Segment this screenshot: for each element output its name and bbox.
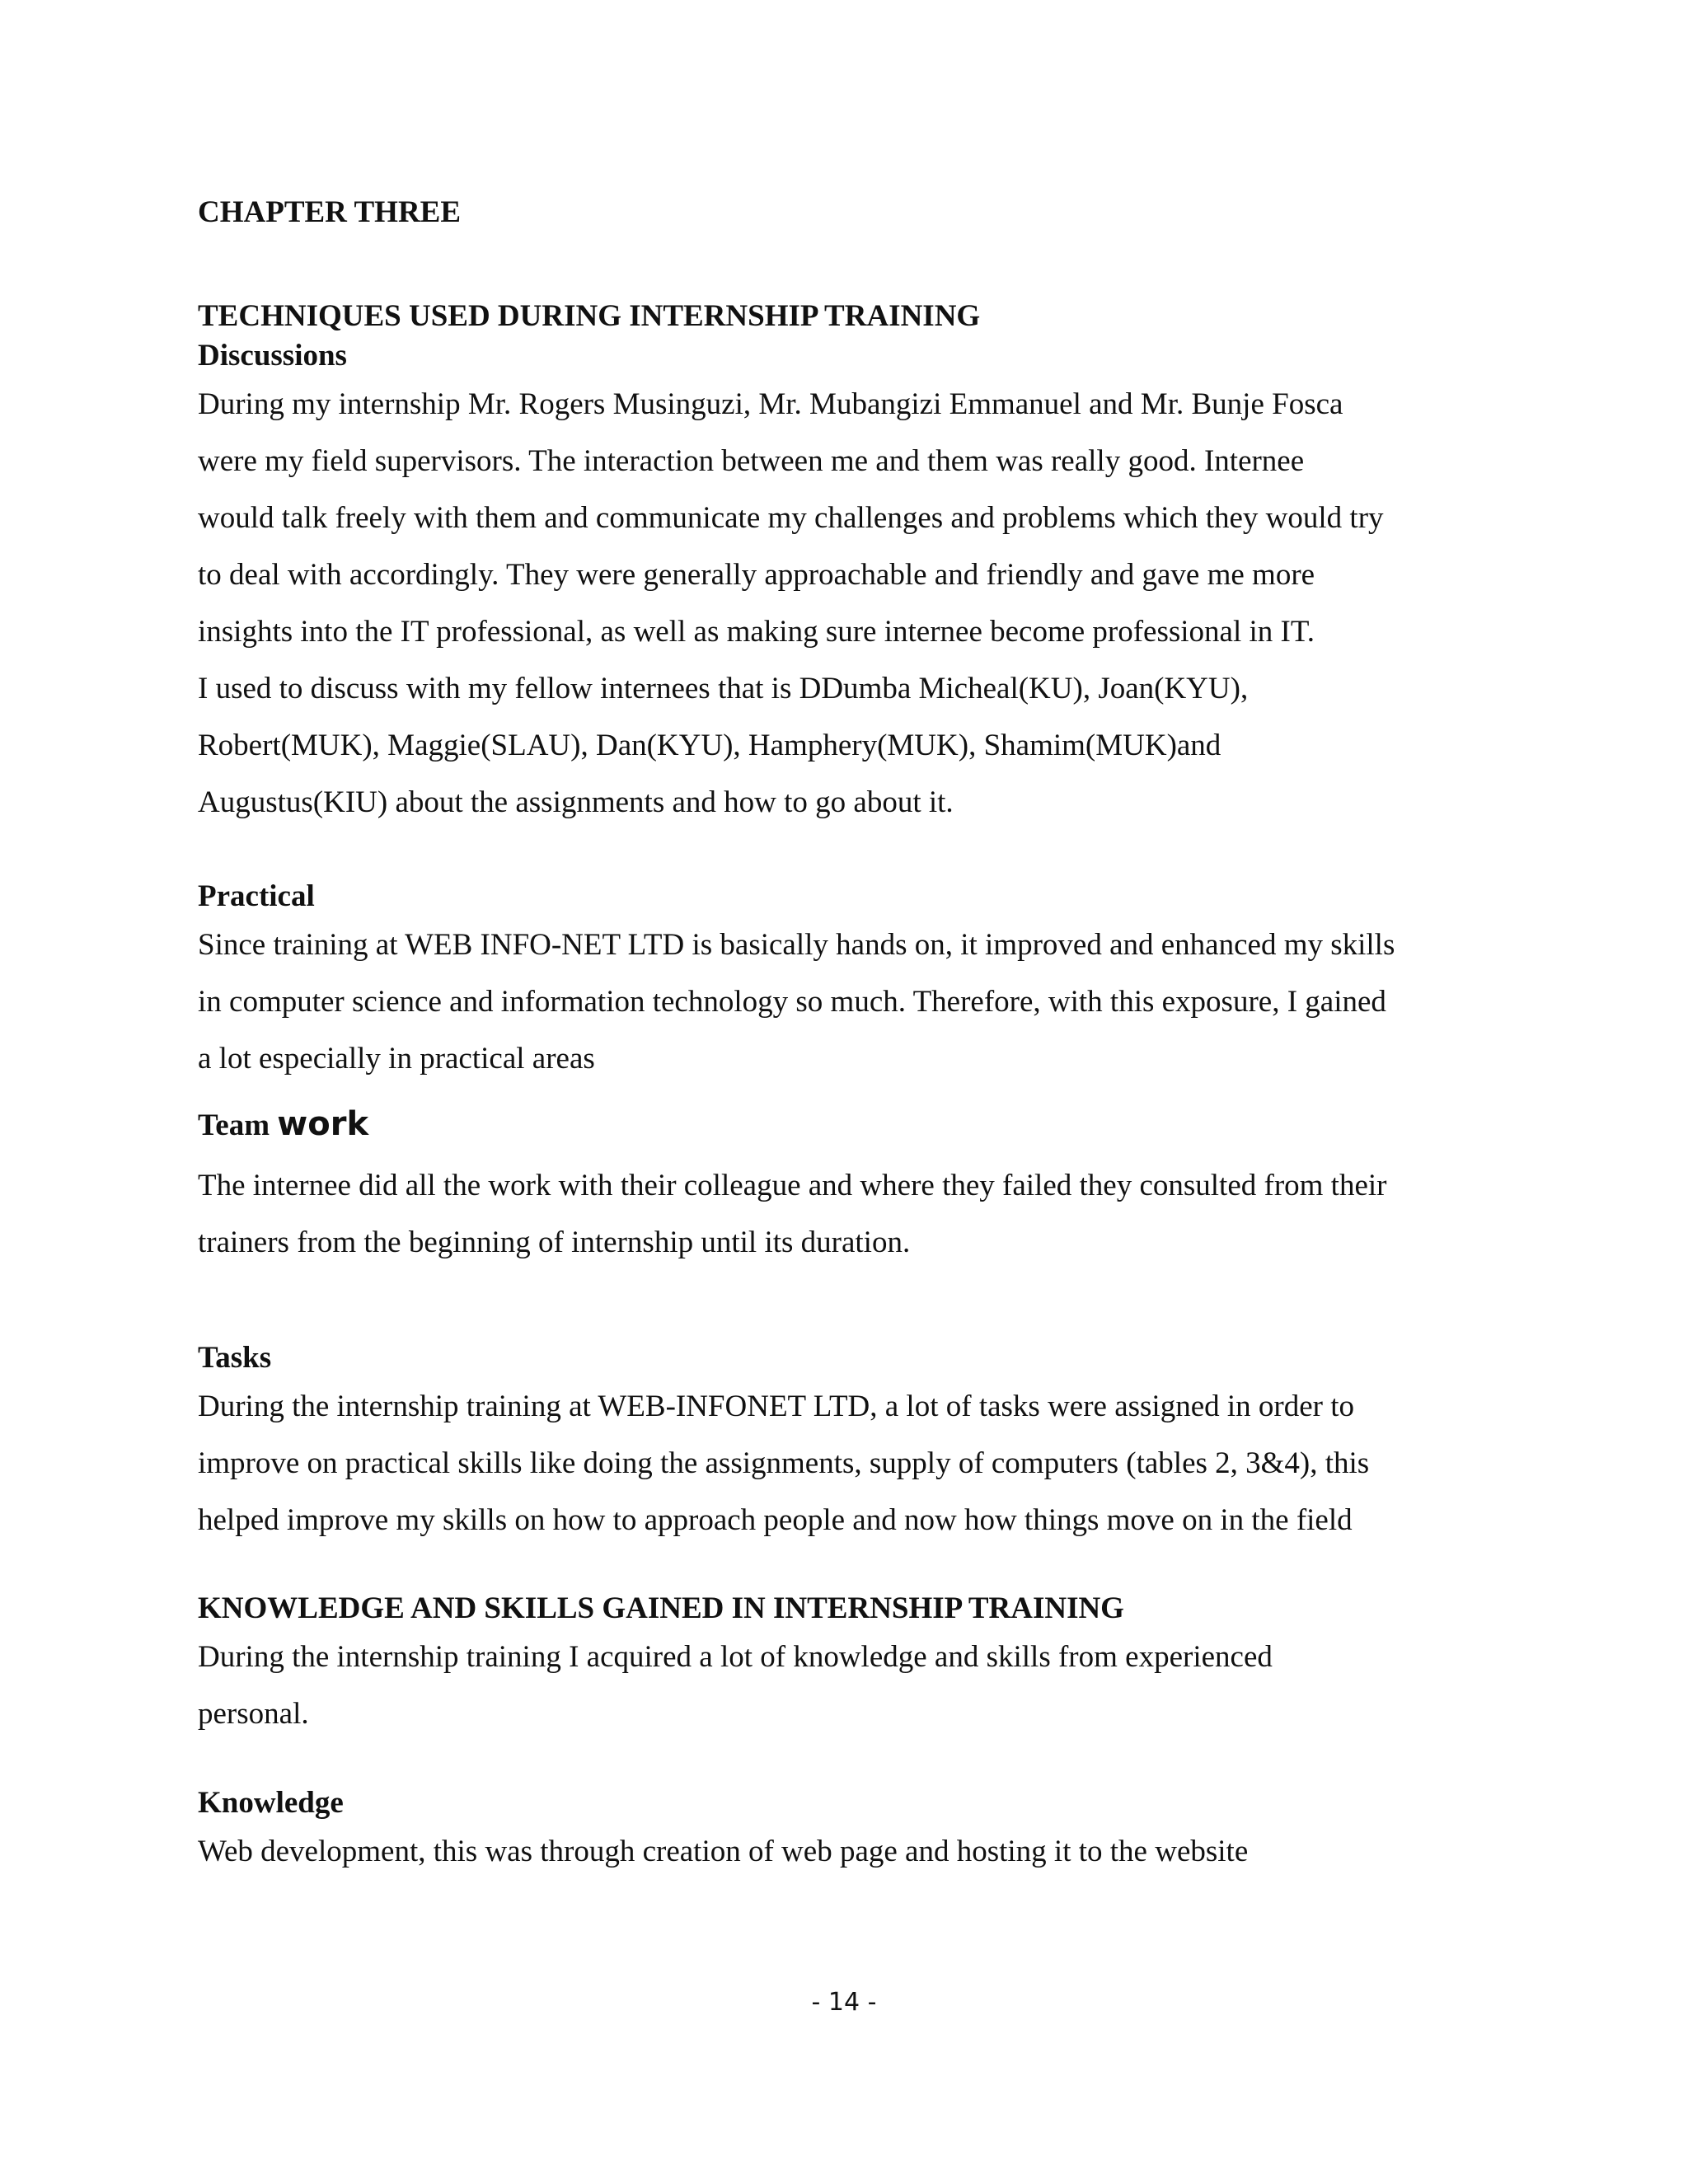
paragraph-line: personal. [198, 1697, 309, 1731]
practical-paragraph [198, 916, 1484, 1087]
paragraph-line: During the internship training I acquired a lot of knowledge and skills from experienced [198, 1640, 1273, 1674]
section-title-block [198, 297, 1484, 336]
knowledge-paragraph [198, 1823, 1484, 1880]
paragraph-line: trainers from the beginning of internship until its duration. [198, 1226, 911, 1259]
paragraph-line: would talk freely with them and communicate my challenges and problems which they would try [198, 501, 1384, 535]
chapter-title-block [198, 193, 1484, 232]
paragraph-line: Robert(MUK), Maggie(SLAU), Dan(KYU), Hamphery(MUK), Shamim(MUK)and [198, 729, 1221, 762]
tasks-section [198, 1338, 1484, 1549]
paragraph-line: During my internship Mr. Rogers Musinguzi, Mr. Mubangizi Emmanuel and Mr. Bunje Fosca [198, 387, 1343, 421]
paragraph-line: a lot especially in practical areas [198, 1042, 595, 1076]
paragraph-line: The internee did all the work with their colleague and where they failed they consulted from their [198, 1169, 1387, 1202]
team-work-heading-part: Team [198, 1108, 278, 1142]
team-work-section [198, 1104, 1484, 1271]
knowledge-skills-paragraph [198, 1629, 1484, 1742]
paragraph-line: to deal with accordingly. They were generally approachable and friendly and gave me more [198, 558, 1315, 592]
chapter-title: CHAPTER THREE [198, 195, 462, 229]
section-title: TECHNIQUES USED DURING INTERNSHIP TRAINING [198, 299, 981, 333]
knowledge-skills-section [198, 1589, 1484, 1742]
discussions-heading: Discussions [198, 339, 347, 373]
paragraph-line: helped improve my skills on how to approach people and now how things move on in the field [198, 1503, 1353, 1537]
practical-heading: Practical [198, 879, 315, 913]
tasks-paragraph [198, 1378, 1484, 1549]
paragraph-line: Augustus(KIU) about the assignments and how to go about it. [198, 785, 954, 819]
paragraph-line: improve on practical skills like doing the assignments, supply of computers (tables 2, 3&4), this [198, 1446, 1370, 1480]
team-work-heading [198, 1104, 1484, 1146]
paragraph-line: I used to discuss with my fellow internees that is DDumba Micheal(KU), Joan(KYU), [198, 672, 1249, 705]
paragraph-line: in computer science and information technology so much. Therefore, with this exposure, I gained [198, 985, 1386, 1019]
practical-section [198, 877, 1484, 1087]
discussions-paragraph [198, 376, 1484, 831]
knowledge-section [198, 1783, 1484, 1880]
paragraph-line: insights into the IT professional, as well as making sure internee become professional in IT. [198, 615, 1315, 649]
paragraph-line: Since training at WEB INFO-NET LTD is basically hands on, it improved and enhanced my skills [198, 928, 1395, 962]
discussions-section [198, 336, 1484, 831]
tasks-heading: Tasks [198, 1341, 272, 1375]
team-work-paragraph [198, 1157, 1484, 1271]
knowledge-skills-heading: KNOWLEDGE AND SKILLS GAINED IN INTERNSHIP TRAINING [198, 1591, 1124, 1625]
paragraph-line: During the internship training at WEB-INFONET LTD, a lot of tasks were assigned in order to [198, 1390, 1355, 1423]
team-work-heading-part: work [277, 1105, 369, 1143]
knowledge-heading: Knowledge [198, 1786, 344, 1820]
paragraph-line: Web development, this was through creation of web page and hosting it to the website [198, 1835, 1249, 1868]
page-number: - 14 - [811, 1988, 877, 2017]
paragraph-line: were my field supervisors. The interaction between me and them was really good. Internee [198, 444, 1305, 478]
